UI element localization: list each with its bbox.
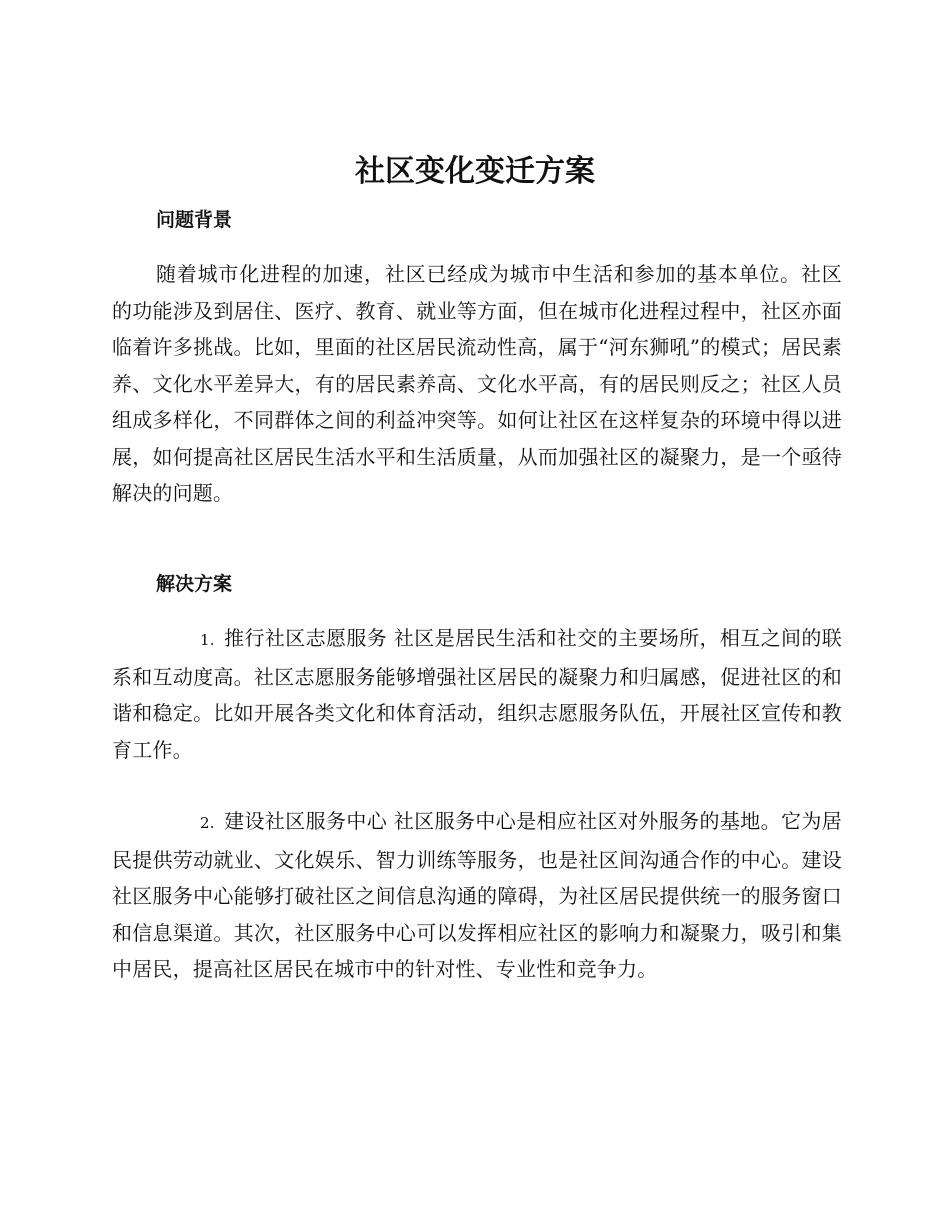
- background-paragraph: 随着城市化进程的加速，社区已经成为城市中生活和参加的基本单位。社区的功能涉及到居住、医疗、教育、就业等方面，但在城市化进程过程中，社区亦面临着许多挑战。比如，里面的社区居民流动性高，属于“河东狮吼”的模式；居民素养、文化水平差异大，有的居民素养高、文化水平高，有的居民则反之；社区人员组成多样化，不同群体之间的利益冲突等。如何让社区在这样复杂的环境中得以进展，如何提高社区居民生活水平和生活质量，从而加强社区的凝聚力，是一个亟待解决的问题。: [112, 262, 842, 505]
- list-number: 1.: [200, 631, 215, 649]
- solution-item-text: 建设社区服务中心 社区服务中心是相应社区对外服务的基地。它为居民提供劳动就业、文化娱乐、智力训练等服务，也是社区间沟通合作的中心。建设社区服务中心能够打破社区之间信息沟通的障碍，为社区居民提供统一的服务窗口和信息渠道。其次，社区服务中心可以发挥相应社区的影响力和凝聚力，吸引和集中居民，提高社区居民在城市中的针对性、专业性和竞争力。: [112, 809, 842, 981]
- section-heading-solutions: 解决方案: [156, 573, 233, 595]
- solution-item-1: [112, 620, 842, 768]
- solution-item-text: 推行社区志愿服务 社区是居民生活和社交的主要场所，相互之间的联系和互动度高。社区志愿服务能够增强社区居民的凝聚力和归属感，促进社区的和谐和稳定。比如开展各类文化和体育活动，组织志愿服务队伍，开展社区宣传和教育工作。: [112, 626, 842, 762]
- section-heading-background: 问题背景: [156, 209, 233, 231]
- solution-item-2: [112, 803, 842, 988]
- document-title: 社区变化变迁方案: [355, 154, 595, 189]
- list-number: 2.: [200, 814, 215, 832]
